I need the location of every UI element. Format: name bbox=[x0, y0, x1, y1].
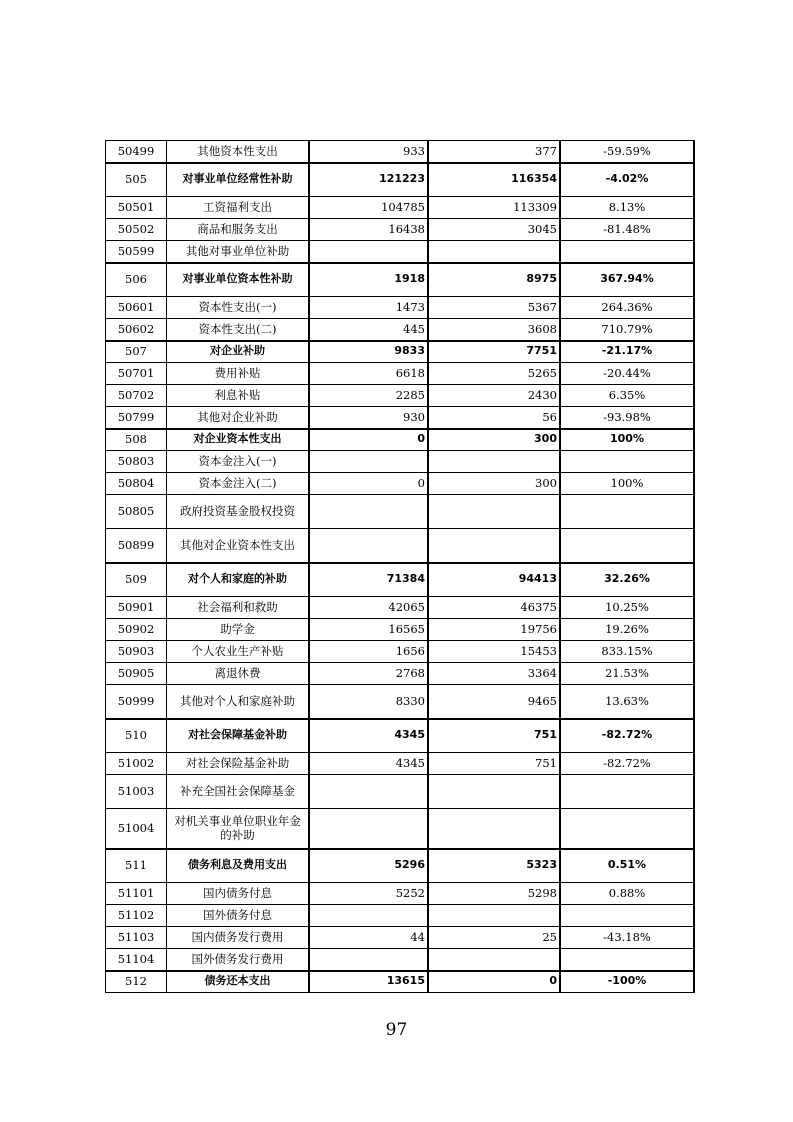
table-row-category bbox=[106, 719, 695, 753]
value-current-cell bbox=[428, 949, 560, 971]
name-cell: 对个人和家庭的补助 bbox=[167, 563, 310, 597]
value-prior-cell bbox=[309, 529, 428, 563]
code-cell: 512 bbox=[106, 971, 167, 993]
change-percent-cell: 19.26% bbox=[560, 619, 694, 641]
name-cell: 国内债务付息 bbox=[167, 883, 310, 905]
value-prior-cell bbox=[309, 495, 428, 529]
value-prior-cell: 930 bbox=[309, 407, 428, 429]
change-percent-cell bbox=[560, 809, 694, 849]
value-current-cell: 116354 bbox=[428, 163, 560, 197]
name-cell: 利息补贴 bbox=[167, 385, 310, 407]
table-row bbox=[106, 685, 695, 719]
change-percent-cell bbox=[560, 451, 694, 473]
table-row bbox=[106, 905, 695, 927]
name-cell: 个人农业生产补贴 bbox=[167, 641, 310, 663]
name-cell: 债务利息及费用支出 bbox=[167, 849, 310, 883]
name-cell: 国外债务付息 bbox=[167, 905, 310, 927]
table-row bbox=[106, 927, 695, 949]
value-current-cell: 3608 bbox=[428, 319, 560, 341]
value-current-cell: 5323 bbox=[428, 849, 560, 883]
name-cell: 工资福利支出 bbox=[167, 197, 310, 219]
change-percent-cell: -21.17% bbox=[560, 341, 694, 363]
name-cell: 其他对企业资本性支出 bbox=[167, 529, 310, 563]
value-current-cell: 46375 bbox=[428, 597, 560, 619]
change-percent-cell: 833.15% bbox=[560, 641, 694, 663]
value-current-cell bbox=[428, 241, 560, 263]
code-cell: 51004 bbox=[106, 809, 167, 849]
change-percent-cell: 710.79% bbox=[560, 319, 694, 341]
table-row bbox=[106, 319, 695, 341]
value-current-cell: 300 bbox=[428, 429, 560, 451]
value-prior-cell bbox=[309, 241, 428, 263]
value-current-cell bbox=[428, 775, 560, 809]
name-cell: 对事业单位资本性补助 bbox=[167, 263, 310, 297]
code-cell: 50902 bbox=[106, 619, 167, 641]
name-cell: 国内债务发行费用 bbox=[167, 927, 310, 949]
change-percent-cell bbox=[560, 529, 694, 563]
code-cell: 51103 bbox=[106, 927, 167, 949]
table-row-category bbox=[106, 429, 695, 451]
table-row bbox=[106, 363, 695, 385]
table-row bbox=[106, 241, 695, 263]
table-row bbox=[106, 949, 695, 971]
value-prior-cell: 2285 bbox=[309, 385, 428, 407]
value-prior-cell: 4345 bbox=[309, 753, 428, 775]
value-current-cell: 113309 bbox=[428, 197, 560, 219]
name-cell: 商品和服务支出 bbox=[167, 219, 310, 241]
value-prior-cell bbox=[309, 809, 428, 849]
name-cell: 补充全国社会保障基金 bbox=[167, 775, 310, 809]
value-prior-cell bbox=[309, 905, 428, 927]
value-current-cell: 8975 bbox=[428, 263, 560, 297]
code-cell: 507 bbox=[106, 341, 167, 363]
table-row-category bbox=[106, 849, 695, 883]
value-prior-cell: 445 bbox=[309, 319, 428, 341]
value-current-cell bbox=[428, 529, 560, 563]
table-row bbox=[106, 495, 695, 529]
change-percent-cell: 32.26% bbox=[560, 563, 694, 597]
value-prior-cell: 8330 bbox=[309, 685, 428, 719]
code-cell: 511 bbox=[106, 849, 167, 883]
value-current-cell: 300 bbox=[428, 473, 560, 495]
table-row bbox=[106, 809, 695, 849]
change-percent-cell: -20.44% bbox=[560, 363, 694, 385]
change-percent-cell bbox=[560, 241, 694, 263]
change-percent-cell: -59.59% bbox=[560, 141, 694, 163]
value-current-cell: 9465 bbox=[428, 685, 560, 719]
name-cell: 助学金 bbox=[167, 619, 310, 641]
value-prior-cell: 16438 bbox=[309, 219, 428, 241]
change-percent-cell: -93.98% bbox=[560, 407, 694, 429]
code-cell: 50899 bbox=[106, 529, 167, 563]
code-cell: 50701 bbox=[106, 363, 167, 385]
change-percent-cell: 100% bbox=[560, 429, 694, 451]
value-current-cell: 94413 bbox=[428, 563, 560, 597]
value-prior-cell bbox=[309, 451, 428, 473]
value-prior-cell: 1656 bbox=[309, 641, 428, 663]
value-current-cell: 19756 bbox=[428, 619, 560, 641]
code-cell: 50599 bbox=[106, 241, 167, 263]
table-row bbox=[106, 385, 695, 407]
change-percent-cell: 8.13% bbox=[560, 197, 694, 219]
name-cell: 其他对企业补助 bbox=[167, 407, 310, 429]
name-cell: 国外债务发行费用 bbox=[167, 949, 310, 971]
code-cell: 51104 bbox=[106, 949, 167, 971]
change-percent-cell: 10.25% bbox=[560, 597, 694, 619]
value-current-cell: 5298 bbox=[428, 883, 560, 905]
value-prior-cell: 5252 bbox=[309, 883, 428, 905]
table-row-category bbox=[106, 971, 695, 993]
value-current-cell bbox=[428, 451, 560, 473]
value-prior-cell: 4345 bbox=[309, 719, 428, 753]
name-cell: 离退休费 bbox=[167, 663, 310, 685]
value-prior-cell bbox=[309, 775, 428, 809]
value-prior-cell: 2768 bbox=[309, 663, 428, 685]
value-prior-cell: 71384 bbox=[309, 563, 428, 597]
budget-table bbox=[105, 140, 695, 993]
code-cell: 510 bbox=[106, 719, 167, 753]
name-cell: 政府投资基金股权投资 bbox=[167, 495, 310, 529]
value-prior-cell: 9833 bbox=[309, 341, 428, 363]
page-number: 97 bbox=[385, 1020, 408, 1040]
table-row bbox=[106, 663, 695, 685]
code-cell: 50905 bbox=[106, 663, 167, 685]
table-row bbox=[106, 141, 695, 163]
code-cell: 50901 bbox=[106, 597, 167, 619]
change-percent-cell: -82.72% bbox=[560, 719, 694, 753]
name-cell: 对社会保险基金补助 bbox=[167, 753, 310, 775]
code-cell: 509 bbox=[106, 563, 167, 597]
value-current-cell bbox=[428, 905, 560, 927]
change-percent-cell: -82.72% bbox=[560, 753, 694, 775]
value-current-cell: 7751 bbox=[428, 341, 560, 363]
value-current-cell: 5265 bbox=[428, 363, 560, 385]
value-prior-cell: 44 bbox=[309, 927, 428, 949]
value-current-cell bbox=[428, 495, 560, 529]
name-cell: 资本性支出(一) bbox=[167, 297, 310, 319]
code-cell: 50803 bbox=[106, 451, 167, 473]
table-row bbox=[106, 883, 695, 905]
value-prior-cell: 13615 bbox=[309, 971, 428, 993]
change-percent-cell: 6.35% bbox=[560, 385, 694, 407]
change-percent-cell: 0.88% bbox=[560, 883, 694, 905]
table-row bbox=[106, 641, 695, 663]
table-row bbox=[106, 473, 695, 495]
change-percent-cell: 264.36% bbox=[560, 297, 694, 319]
table-row bbox=[106, 197, 695, 219]
change-percent-cell bbox=[560, 495, 694, 529]
change-percent-cell: 0.51% bbox=[560, 849, 694, 883]
value-current-cell: 751 bbox=[428, 753, 560, 775]
table-row bbox=[106, 451, 695, 473]
code-cell: 50805 bbox=[106, 495, 167, 529]
value-current-cell: 3045 bbox=[428, 219, 560, 241]
table-row bbox=[106, 597, 695, 619]
code-cell: 506 bbox=[106, 263, 167, 297]
value-prior-cell: 104785 bbox=[309, 197, 428, 219]
change-percent-cell: -43.18% bbox=[560, 927, 694, 949]
name-cell: 债务还本支出 bbox=[167, 971, 310, 993]
value-prior-cell: 1473 bbox=[309, 297, 428, 319]
table-row-category bbox=[106, 563, 695, 597]
code-cell: 51003 bbox=[106, 775, 167, 809]
name-cell: 对机关事业单位职业年金的补助 bbox=[167, 809, 310, 849]
name-cell: 资本金注入(二) bbox=[167, 473, 310, 495]
value-prior-cell: 42065 bbox=[309, 597, 428, 619]
value-prior-cell: 1918 bbox=[309, 263, 428, 297]
name-cell: 资本金注入(一) bbox=[167, 451, 310, 473]
value-current-cell: 751 bbox=[428, 719, 560, 753]
name-cell: 对企业补助 bbox=[167, 341, 310, 363]
value-prior-cell: 6618 bbox=[309, 363, 428, 385]
table-row bbox=[106, 753, 695, 775]
code-cell: 50601 bbox=[106, 297, 167, 319]
code-cell: 50804 bbox=[106, 473, 167, 495]
name-cell: 对企业资本性支出 bbox=[167, 429, 310, 451]
change-percent-cell: 13.63% bbox=[560, 685, 694, 719]
change-percent-cell: -81.48% bbox=[560, 219, 694, 241]
change-percent-cell: 367.94% bbox=[560, 263, 694, 297]
code-cell: 51102 bbox=[106, 905, 167, 927]
table-row bbox=[106, 529, 695, 563]
value-prior-cell: 933 bbox=[309, 141, 428, 163]
code-cell: 50999 bbox=[106, 685, 167, 719]
value-prior-cell: 0 bbox=[309, 429, 428, 451]
change-percent-cell: -100% bbox=[560, 971, 694, 993]
code-cell: 50602 bbox=[106, 319, 167, 341]
name-cell: 费用补贴 bbox=[167, 363, 310, 385]
code-cell: 51101 bbox=[106, 883, 167, 905]
change-percent-cell: 21.53% bbox=[560, 663, 694, 685]
change-percent-cell bbox=[560, 905, 694, 927]
table-row-category bbox=[106, 341, 695, 363]
name-cell: 社会福利和救助 bbox=[167, 597, 310, 619]
table-row bbox=[106, 619, 695, 641]
code-cell: 51002 bbox=[106, 753, 167, 775]
value-current-cell: 0 bbox=[428, 971, 560, 993]
code-cell: 50903 bbox=[106, 641, 167, 663]
value-current-cell: 5367 bbox=[428, 297, 560, 319]
name-cell: 其他对个人和家庭补助 bbox=[167, 685, 310, 719]
value-current-cell bbox=[428, 809, 560, 849]
value-current-cell: 2430 bbox=[428, 385, 560, 407]
table-row bbox=[106, 219, 695, 241]
table-row bbox=[106, 407, 695, 429]
value-current-cell: 3364 bbox=[428, 663, 560, 685]
value-current-cell: 15453 bbox=[428, 641, 560, 663]
change-percent-cell: -4.02% bbox=[560, 163, 694, 197]
code-cell: 50702 bbox=[106, 385, 167, 407]
code-cell: 50799 bbox=[106, 407, 167, 429]
code-cell: 505 bbox=[106, 163, 167, 197]
table-row bbox=[106, 775, 695, 809]
budget-table-body bbox=[106, 141, 695, 993]
code-cell: 50499 bbox=[106, 141, 167, 163]
value-prior-cell: 0 bbox=[309, 473, 428, 495]
value-prior-cell: 5296 bbox=[309, 849, 428, 883]
value-current-cell: 25 bbox=[428, 927, 560, 949]
table-row-category bbox=[106, 163, 695, 197]
value-prior-cell: 121223 bbox=[309, 163, 428, 197]
name-cell: 其他对事业单位补助 bbox=[167, 241, 310, 263]
table-row bbox=[106, 297, 695, 319]
name-cell: 对社会保障基金补助 bbox=[167, 719, 310, 753]
change-percent-cell: 100% bbox=[560, 473, 694, 495]
table-row-category bbox=[106, 263, 695, 297]
code-cell: 50501 bbox=[106, 197, 167, 219]
value-current-cell: 377 bbox=[428, 141, 560, 163]
code-cell: 508 bbox=[106, 429, 167, 451]
change-percent-cell bbox=[560, 775, 694, 809]
value-prior-cell bbox=[309, 949, 428, 971]
value-current-cell: 56 bbox=[428, 407, 560, 429]
value-prior-cell: 16565 bbox=[309, 619, 428, 641]
name-cell: 其他资本性支出 bbox=[167, 141, 310, 163]
name-cell: 资本性支出(二) bbox=[167, 319, 310, 341]
change-percent-cell bbox=[560, 949, 694, 971]
name-cell: 对事业单位经常性补助 bbox=[167, 163, 310, 197]
code-cell: 50502 bbox=[106, 219, 167, 241]
